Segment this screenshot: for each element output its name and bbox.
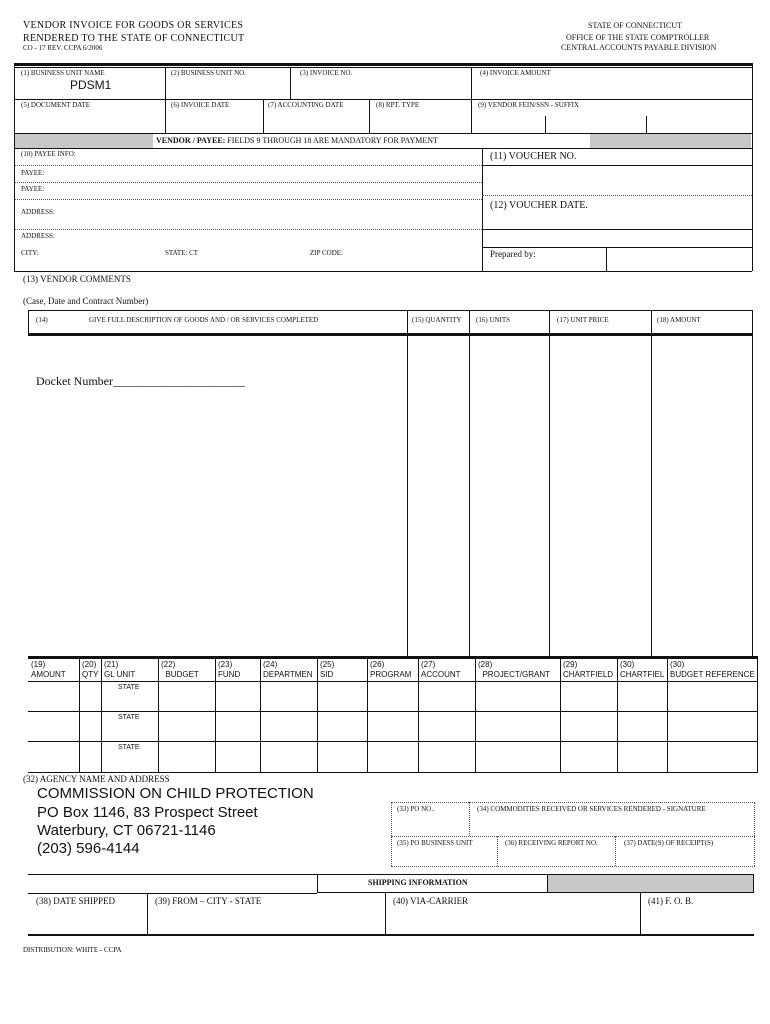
distribution-note: DISTRIBUTION: WHITE - CCPA [23,946,122,954]
divider [215,656,216,772]
divider [754,802,755,866]
vendor-comments-sub: (Case, Date and Contract Number) [23,296,149,306]
form-revision: CO - 17 REV. CCPA 6/2006 [23,44,103,52]
field-label: (38) DATE SHIPPED [36,896,116,906]
divider [475,656,476,772]
divider [165,67,166,133]
agency-label: (32) AGENCY NAME AND ADDRESS [23,774,170,784]
agency-phone: (203) 596-4144 [37,840,140,857]
divider [290,67,291,99]
business-unit-name-value[interactable]: PDSM1 [70,78,112,92]
divider [147,893,148,935]
divider [317,656,318,772]
divider [28,711,758,712]
divider [549,310,550,656]
divider [752,63,753,271]
divider [547,874,548,893]
gl-unit-state: STATE [118,714,140,721]
field-label: (39) FROM – CITY - STATE [155,896,262,906]
field-label: (5) DOCUMENT DATE [21,101,91,109]
divider [158,656,159,772]
divider [15,199,482,200]
divider [391,802,392,866]
payee-label: PAYEE: [21,169,45,177]
divider [79,656,80,772]
divider [418,656,419,772]
divider [28,656,758,659]
field-label: (8) RPT. TYPE [376,101,420,109]
column-header: (16) UNITS [476,316,511,324]
column-header: (25) SID [320,660,335,679]
divider [260,656,261,772]
city-label: CITY: [21,249,39,257]
field-label: (3) INVOICE NO. [300,69,353,77]
divider [14,63,15,271]
divider [482,247,752,248]
divider [28,310,29,335]
divider [469,802,470,836]
column-header: (27) ACCOUNT [421,660,461,679]
payee-info-label: (10) PAYEE INFO: [21,150,76,158]
column-header: (18) AMOUNT [657,316,701,324]
divider [640,893,641,935]
column-header: (21) GL UNIT [104,660,136,679]
divider [14,148,752,149]
divider [28,310,753,311]
banner-shade [590,134,751,148]
column-header: (24) DEPARTMEN [263,660,313,679]
divider [615,836,616,866]
field-label: (34) COMMODITIES RECEIVED OR SERVICES RENDERED - SIGNATURE [477,805,706,813]
divider [391,866,755,867]
field-label: (4) INVOICE AMOUNT [480,69,551,77]
divider [15,229,482,230]
column-header: (30) CHARTFIEL [620,660,665,679]
field-label: (36) RECEIVING REPORT NO. [505,839,598,847]
divider [606,247,607,271]
divider [560,656,561,772]
agency-address-line2: Waterbury, CT 06721-1146 [37,822,216,839]
voucher-date-label: (12) VOUCHER DATE. [490,200,588,211]
payee-label: PAYEE: [21,185,45,193]
divider [28,741,758,742]
divider [545,116,546,133]
field-label: (6) INVOICE DATE [171,101,230,109]
divider [482,165,752,166]
divider [617,656,618,772]
column-header: (22) BUDGET [161,660,199,679]
agency-address-line1: PO Box 1146, 83 Prospect Street [37,804,258,821]
field-label: (37) DATE(S) OF RECEIPT(S) [624,839,714,847]
divider [369,99,370,133]
column-header: (20) QTY [82,660,99,679]
agency-header-line2: OFFICE OF THE STATE COMPTROLLER [566,33,710,42]
divider [752,310,753,656]
prepared-by-label: Prepared by: [490,249,536,259]
agency-header-line3: CENTRAL ACCOUNTS PAYABLE DIVISION [561,43,717,52]
shipping-banner: SHIPPING INFORMATION [368,878,468,887]
column-header: (15) QUANTITY [412,316,462,324]
gl-unit-state: STATE [118,744,140,751]
address-label: ADDRESS: [21,208,55,216]
divider [28,893,317,894]
divider [28,333,753,336]
vendor-banner: VENDOR / PAYEE: FIELDS 9 THROUGH 18 ARE MANDATORY FOR PAYMENT [156,136,438,145]
state-label: STATE: CT [165,249,199,257]
column-header: GIVE FULL DESCRIPTION OF GOODS AND / OR SERVICES COMPLETED [89,316,319,324]
divider [482,195,752,196]
divider [28,681,758,682]
column-header: (14) [36,316,48,324]
column-header: (26) PROGRAM [370,660,412,679]
divider [667,656,668,772]
divider [407,310,408,656]
field-label: (1) BUSINESS UNIT NAME [21,69,105,77]
divider [391,836,755,837]
field-label: (9) VENDOR FEIN/SSN - SUFFIX [478,101,579,109]
divider [497,836,498,866]
divider [14,67,752,68]
divider [28,874,317,875]
column-header: (19) AMOUNT [31,660,66,679]
divider [263,99,264,133]
banner-shade [15,134,153,148]
zip-label: ZIP CODE: [310,249,343,257]
field-label: (2) BUSINESS UNIT NO. [171,69,246,77]
column-header: (17) UNIT PRICE [557,316,609,324]
divider [14,63,752,66]
form-title-line2: RENDERED TO THE STATE OF CONNECTICUT [23,33,245,44]
divider [651,310,652,656]
column-header: (28) PROJECT/GRANT [478,660,551,679]
field-label: (33) PO NO.. [397,805,435,813]
field-label: (35) PO BUSINESS UNIT [397,839,473,847]
divider [15,182,482,183]
divider [101,656,102,772]
column-header: (29) CHARTFIELD [563,660,614,679]
divider [646,116,647,133]
divider [469,310,470,656]
column-header: (30) BUDGET REFERENCE [670,660,755,679]
banner-shade [547,875,753,892]
divider [28,934,754,936]
divider [15,165,482,166]
divider [14,271,752,272]
divider [28,772,758,773]
divider [482,229,752,230]
divider [391,802,755,803]
agency-name: COMMISSION ON CHILD PROTECTION [37,785,314,802]
field-label: (41) F. O. B. [648,896,694,906]
divider [14,99,752,100]
column-header: (23) FUND [218,660,241,679]
form-title-line1: VENDOR INVOICE FOR GOODS OR SERVICES [23,20,244,31]
field-label: (40) VIA-CARRIER [393,896,469,906]
field-label: (7) ACCOUNTING DATE [268,101,344,109]
divider [385,893,386,935]
divider [471,67,472,133]
divider [367,656,368,772]
divider [757,656,758,772]
docket-number-field[interactable]: Docket Number______________________ [36,374,245,388]
address-label: ADDRESS: [21,232,55,240]
divider [482,148,483,271]
voucher-no-label: (11) VOUCHER NO. [490,151,577,162]
gl-unit-state: STATE [118,684,140,691]
agency-header-line1: STATE OF CONNECTICUT [588,21,683,30]
vendor-comments-label: (13) VENDOR COMMENTS [23,274,131,284]
